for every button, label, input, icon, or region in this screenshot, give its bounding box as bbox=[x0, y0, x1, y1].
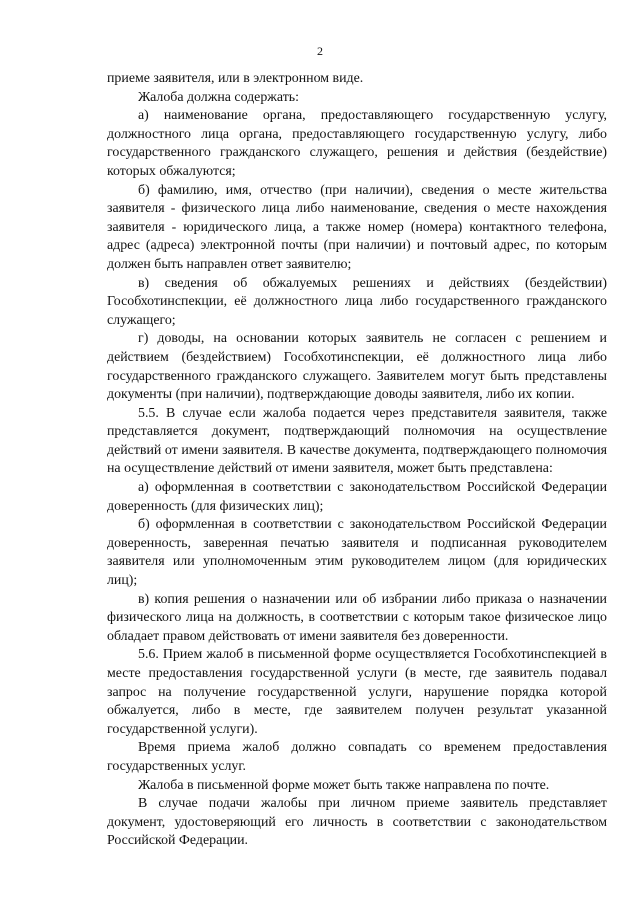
paragraph-item-g: г) доводы, на основании которых заявитель не согласен с решением и действием (бездействием) Гособхотинспекции, её должностного лица либо государственного гражданского служащего. Заявителем могут быть представлены документы (при наличии), подтверждающие доводы заявителя, либо их копии. bbox=[107, 331, 607, 403]
paragraph-reception-time: Время приема жалоб должно совпадать со временем предоставления государственных услуг. bbox=[107, 740, 607, 774]
paragraph-item-v: в) сведения об обжалуемых решениях и действиях (бездействии) Гособхотинспекции, её должностного лица либо государственного гражданского служащего; bbox=[107, 275, 607, 328]
paragraph-5-5-item-v: в) копия решения о назначении или об избрании либо приказа о назначении физического лица на должность, в соответствии с которым такое физическое лицо обладает правом действовать от имени заявителя без доверенности. bbox=[107, 591, 607, 644]
paragraph-continuation: приеме заявителя, или в электронном виде. bbox=[107, 71, 364, 86]
paragraph-by-post: Жалоба в письменной форме может быть также направлена по почте. bbox=[138, 777, 550, 793]
page-number: 2 bbox=[317, 44, 323, 58]
paragraph-5-5-item-a: а) оформленная в соответствии с законодательством Российской Федерации доверенность (для физических лиц); bbox=[107, 480, 607, 514]
paragraph-complaint-must-contain: Жалоба должна содержать: bbox=[138, 89, 299, 105]
paragraph-5-5-item-b: б) оформленная в соответствии с законодательством Российской Федерации доверенность, заверенная печатью заявителя и подписанная руководителем заявителя или уполномоченным этим руководителем лицом (для юридических лиц); bbox=[107, 517, 607, 589]
paragraph-section-5-5: 5.5. В случае если жалоба подается через представителя заявителя, также представляется документ, подтверждающий полномочия на осуществление действий от имени заявителя. В качестве документа, подтверждающего полномочия на осуществление действий от имени заявителя, может быть представлена: bbox=[107, 405, 607, 477]
paragraph-personal-reception: В случае подачи жалобы при личном приеме заявитель представляет документ, удостоверяющий его личность в соответствии с законодательством Российской Федерации. bbox=[107, 796, 607, 849]
paragraph-item-a: а) наименование органа, предоставляющего государственную услугу, должностного лица органа, предоставляющего государственную услугу, либо государственного гражданского служащего, решения и действия (бездействие) которых обжалуются; bbox=[107, 108, 607, 179]
document-body bbox=[107, 70, 607, 851]
paragraph-item-b: б) фамилию, имя, отчество (при наличии), сведения о месте жительства заявителя - физического лица либо наименование, сведения о месте нахождения заявителя - юридического лица, а также номер (номера) контактного телефона, адрес (адреса) электронной почты (при наличии) и почтовый адрес, по которым должен быть направлен ответ заявителю; bbox=[107, 182, 607, 272]
paragraph-section-5-6: 5.6. Прием жалоб в письменной форме осуществляется Гособхотинспекцией в месте предоставления государственной услуги (в месте, где заявитель подавал запрос на получение государственной услуги, нарушение порядка которой обжалуется, либо в месте, где заявителем получен результат указанной государственной услуги). bbox=[107, 647, 607, 737]
